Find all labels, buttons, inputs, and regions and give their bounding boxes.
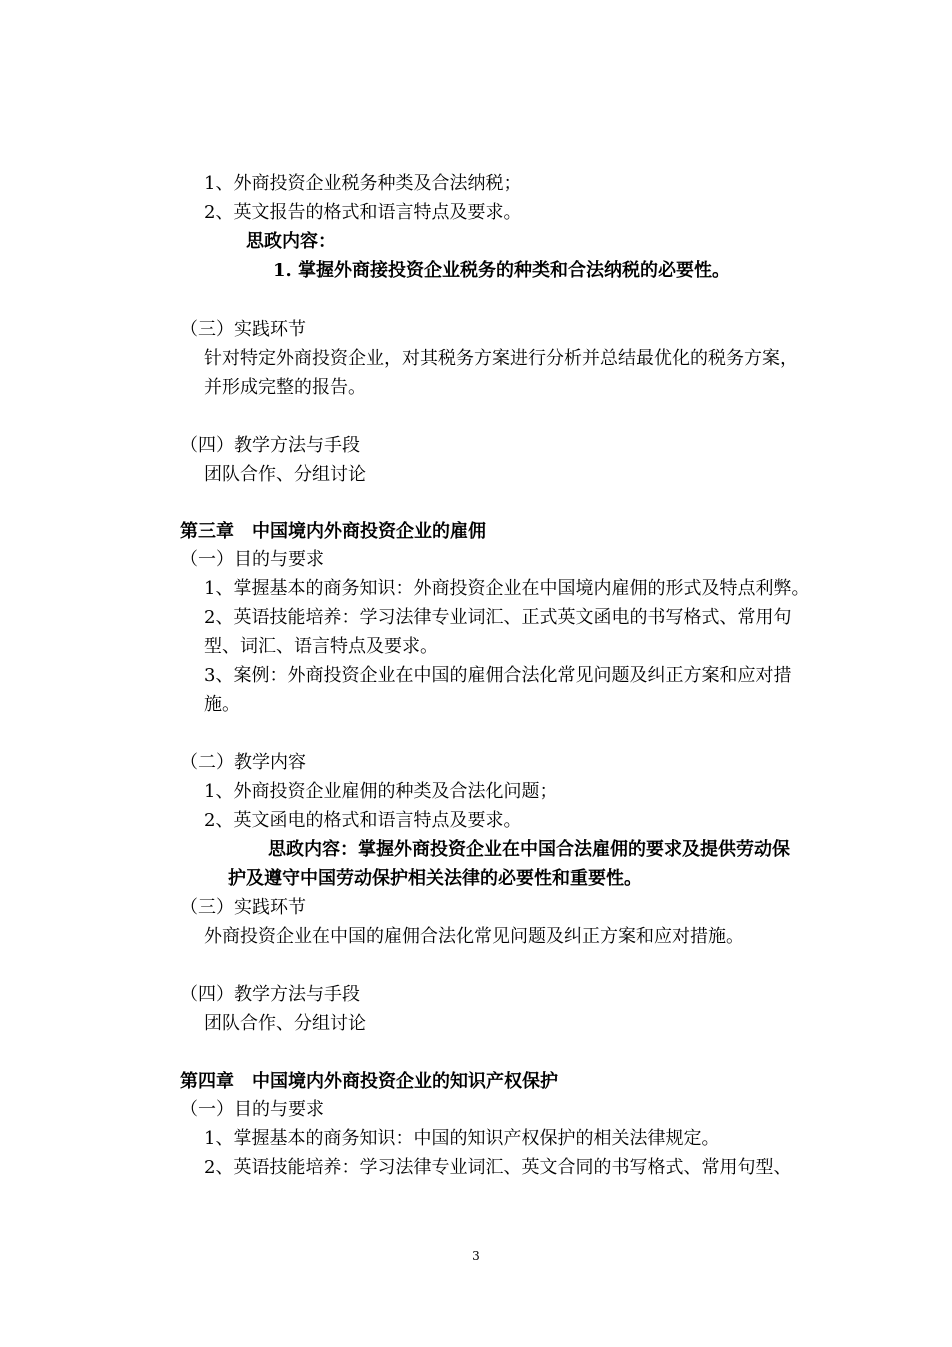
text-line: 针对特定外商投资企业，对其税务方案进行分析并总结最优化的税务方案， [204,348,798,369]
text-line: 并形成完整的报告。 [204,377,366,398]
text-line: 团队合作、分组讨论 [204,1013,366,1034]
text-line: 2、英语技能培养：学习法律专业词汇、正式英文函电的书写格式、常用句 [204,607,792,628]
section-heading: （一）目的与要求 [180,1099,324,1120]
page-number: 3 [472,1249,480,1263]
text-line: 团队合作、分组讨论 [204,464,366,485]
section-heading: （三）实践环节 [180,897,306,918]
ideology-paragraph: 思政内容：掌握外商投资企业在中国合法雇佣的要求及提供劳动保 [268,839,790,860]
section-heading: （一）目的与要求 [180,549,324,570]
ideology-heading: 思政内容： [246,231,336,252]
text-line: 2、英文报告的格式和语言特点及要求。 [204,202,522,223]
section-heading: （四）教学方法与手段 [180,984,360,1005]
section-heading: （二）教学内容 [180,752,306,773]
section-heading: （四）教学方法与手段 [180,435,360,456]
text-line: 施。 [204,694,240,715]
ideology-paragraph: 护及遵守中国劳动保护相关法律的必要性和重要性。 [228,868,642,889]
text-line: 1、掌握基本的商务知识：外商投资企业在中国境内雇佣的形式及特点利弊。 [204,578,810,599]
text-line: 1、外商投资企业税务种类及合法纳税； [204,173,522,194]
text-line: 1、掌握基本的商务知识：中国的知识产权保护的相关法律规定。 [204,1128,720,1149]
text-line: 型、词汇、语言特点及要求。 [204,636,438,657]
section-heading: （三）实践环节 [180,319,306,340]
text-line: 3、案例：外商投资企业在中国的雇佣合法化常见问题及纠正方案和应对措 [204,665,792,686]
chapter-title: 第三章 中国境内外商投资企业的雇佣 [180,521,486,542]
text-line: 2、英语技能培养：学习法律专业词汇、英文合同的书写格式、常用句型、 [204,1157,792,1178]
text-line: 外商投资企业在中国的雇佣合法化常见问题及纠正方案和应对措施。 [204,926,744,947]
chapter-title: 第四章 中国境内外商投资企业的知识产权保护 [180,1071,558,1092]
ideology-item: 1. 掌握外商接投资企业税务的种类和合法纳税的必要性。 [273,260,731,281]
text-line: 1、外商投资企业雇佣的种类及合法化问题； [204,781,558,802]
text-line: 2、英文函电的格式和语言特点及要求。 [204,810,522,831]
